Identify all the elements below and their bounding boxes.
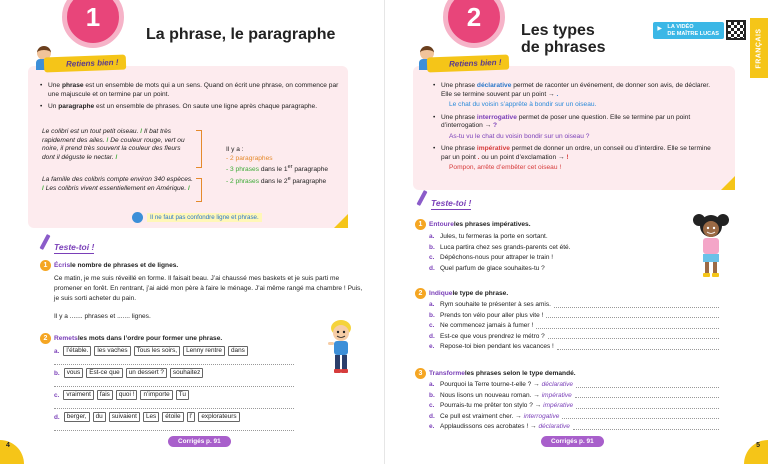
answer-line[interactable]	[54, 364, 294, 365]
exercise-1-instruction: 1 Entoure les phrases impératives.	[415, 219, 531, 230]
example-paragraph-1: Le colibri est un tout petit oiseau. / Il bat très rapidement des ailes. / De couleur rouge, vert ou noire, il prend très souvent la couleur des fleurs dont il déguste le nectar. /	[42, 128, 185, 161]
word-row-c: c. vraiment fais quoi ! n’importe Tu	[54, 390, 192, 400]
word-tile[interactable]: suivaient	[109, 412, 140, 422]
boy-face-icon	[132, 212, 143, 223]
bracket-paragraph-1	[196, 130, 202, 168]
list-item[interactable]: d. Quel parfum de glace souhaites-tu ?	[429, 264, 545, 272]
answer-field[interactable]	[548, 332, 719, 340]
page-number: 4	[6, 442, 10, 449]
answer-field[interactable]	[557, 342, 719, 350]
exercise-1-list	[429, 232, 679, 274]
exercise-1-instruction: 1 Écris le nombre de phrases et de lignes.	[40, 260, 178, 271]
answer-field[interactable]	[546, 311, 719, 319]
list-item: b. Nous lisons un nouveau roman. → impérative	[429, 391, 719, 402]
word-tile[interactable]: les vaches	[94, 346, 130, 356]
list-item[interactable]: c. Dépêchons-nous pour attraper le train !	[429, 254, 554, 261]
rule-imperative: • Une phrase impérative permet de donner un ordre, un conseil ou d’interdire. Elle se termine par un point . ou un point d’exclamation → ! Pompon, arrête d’embêter cet oiseau !	[433, 145, 719, 173]
list-item: c. Ne commencez jamais à fumer !	[429, 321, 719, 332]
word-tile[interactable]: Lenny rentre	[183, 346, 225, 356]
word-tile[interactable]: explorateurs	[198, 412, 239, 422]
list-item[interactable]: a. Jules, tu fermeras la porte en sortant.	[429, 233, 548, 240]
word-tile[interactable]: vous	[64, 368, 84, 378]
corriges-button[interactable]: Corrigés p. 91	[541, 436, 604, 447]
word-tile[interactable]: Tu	[176, 390, 189, 400]
word-tile[interactable]: un dessert ?	[126, 368, 167, 378]
pencil-icon	[38, 234, 52, 254]
exercise-1-text: Ce matin, je me suis réveillé en forme. Il faisait beau. J’ai chaussé mes baskets et je suis parti me promener en forêt. En rentrant, j’ai aidé mon père à faire le ménage. J’ai même rangé ma chambre ! Puis, je suis sorti acheter du pain.	[54, 275, 363, 302]
video-link-badge[interactable]: ▶ LA VIDÉO DE MAÎTRE LUCAS	[653, 22, 724, 39]
word-tile[interactable]: dans	[228, 346, 248, 356]
word-tile[interactable]: Tous les soirs,	[134, 346, 181, 356]
right-page	[384, 0, 768, 464]
answer-field[interactable]	[575, 391, 719, 399]
lesson-number-badge: 2	[443, 0, 505, 48]
bracket-paragraph-2	[196, 178, 202, 202]
word-tile[interactable]: Est-ce que	[86, 368, 123, 378]
answer-field[interactable]	[554, 300, 719, 308]
word-tile[interactable]: Les	[143, 412, 159, 422]
exercise-1-answer: Il y a ....... phrases et ....... lignes.	[54, 313, 151, 320]
qr-code[interactable]	[726, 20, 746, 40]
word-tile[interactable]: du	[93, 412, 106, 422]
word-tile[interactable]: vraiment	[63, 390, 94, 400]
word-tile[interactable]: étoile	[162, 412, 183, 422]
exercise-2-instruction: 2 Indique le type de phrase.	[415, 288, 508, 299]
exercise-3-list	[429, 380, 719, 433]
rule-paragraphe: • Un paragraphe est un ensemble de phrases. On saute une ligne après chaque paragraphe.	[40, 103, 340, 112]
answer-field[interactable]	[576, 401, 719, 409]
page-corner-decor	[0, 440, 24, 464]
answer-line[interactable]	[54, 386, 294, 387]
list-item: d. Est-ce que vous prendrez le métro ?	[429, 332, 719, 343]
rule-phrase: • Une phrase est un ensemble de mots qui a un sens. Quand on écrit une phrase, on commence par une majuscule et on termine par un point.	[40, 82, 340, 99]
answer-field[interactable]	[573, 422, 719, 430]
answer-line[interactable]	[54, 408, 294, 409]
word-tile[interactable]: fais	[97, 390, 113, 400]
rule-interrogative: • Une phrase interrogative permet de poser une question. Elle se termine par un point d’interrogation → ? As-tu vu le chat du voisin bondir sur un oiseau ?	[433, 114, 719, 142]
page-title: La phrase, le paragraphe	[146, 26, 336, 43]
exercise-2-instruction: 2 Remets les mots dans l’ordre pour former une phrase.	[40, 333, 222, 344]
word-tile[interactable]: berger,	[64, 412, 90, 422]
word-tile[interactable]: n’importe	[140, 390, 172, 400]
exercise-3-instruction: 3 Transforme les phrases selon le type demandé.	[415, 368, 576, 379]
word-row-b: b. vous Est-ce que un dessert ? souhaitez	[54, 368, 206, 378]
answer-field[interactable]	[576, 380, 719, 388]
girl-illustration	[691, 210, 731, 280]
rule-declarative: • Une phrase déclarative permet de raconter un événement, de donner son avis, de déclarer. Elle se termine souvent par un point → . Le chat du voisin s’apprête à bondir sur un oiseau.	[433, 82, 719, 110]
pencil-icon	[415, 190, 429, 210]
answer-line[interactable]	[54, 430, 294, 431]
page-title: Les types de phrases	[521, 22, 606, 56]
word-tile[interactable]: l’	[187, 412, 196, 422]
list-item: e. Repose-toi bien pendant les vacances !	[429, 342, 719, 353]
word-tile[interactable]: l’étable.	[63, 346, 91, 356]
subject-tab: FRANÇAIS	[750, 18, 768, 78]
list-item: d. Ce pull est vraiment cher. → interrogative	[429, 412, 719, 423]
ilya-summary: Il y a : - 2 paragraphes - 3 phrases dans le 1er paragraphe - 2 phrases dans le 2e paragraphe	[226, 146, 329, 185]
lesson-number-badge: 1	[62, 0, 124, 48]
word-row-d: d. berger, du suivaient Les étoile l’ explorateurs	[54, 412, 243, 422]
word-row-a: a. l’étable. les vaches Tous les soirs, Lenny rentre dans	[54, 346, 251, 356]
tip-note: Il ne faut pas confondre ligne et phrase.	[132, 212, 262, 223]
exercise-2-list	[429, 300, 719, 353]
word-tile[interactable]: quoi !	[116, 390, 138, 400]
retiens-bien-tag: Retiens bien !	[427, 52, 509, 74]
word-tile[interactable]: souhaitez	[170, 368, 203, 378]
rules-list	[433, 82, 719, 177]
teste-toi-header: Teste-toi !	[38, 234, 94, 254]
list-item[interactable]: b. Luca partira chez ses grands-parents cet été.	[429, 243, 571, 251]
answer-field[interactable]	[536, 321, 719, 329]
page-number: 5	[756, 442, 760, 449]
boy-illustration	[326, 318, 356, 374]
list-item: e. Applaudissons ces acrobates ! → déclarative	[429, 422, 719, 433]
phrases-count-field[interactable]: .......	[69, 313, 83, 320]
example-paragraph-2: La famille des colibris compte environ 340 espèces. / Les colibris vivent essentiellement en Amérique. /	[42, 176, 194, 192]
lines-count-field[interactable]: .......	[117, 313, 130, 320]
corriges-button[interactable]: Corrigés p. 91	[168, 436, 231, 447]
list-item: b. Prends ton vélo pour aller plus vite !	[429, 311, 719, 322]
list-item: c. Pourrais-tu me prêter ton stylo ? → impérative	[429, 401, 719, 412]
retiens-bien-tag: Retiens bien !	[44, 52, 126, 74]
answer-field[interactable]	[562, 412, 719, 420]
list-item: a. Rym souhaite te présenter à ses amis.	[429, 300, 719, 311]
list-item: a. Pourquoi la Terre tourne-t-elle ? → déclarative	[429, 380, 719, 391]
rules-list	[40, 82, 340, 116]
teste-toi-header: Teste-toi !	[415, 190, 471, 210]
